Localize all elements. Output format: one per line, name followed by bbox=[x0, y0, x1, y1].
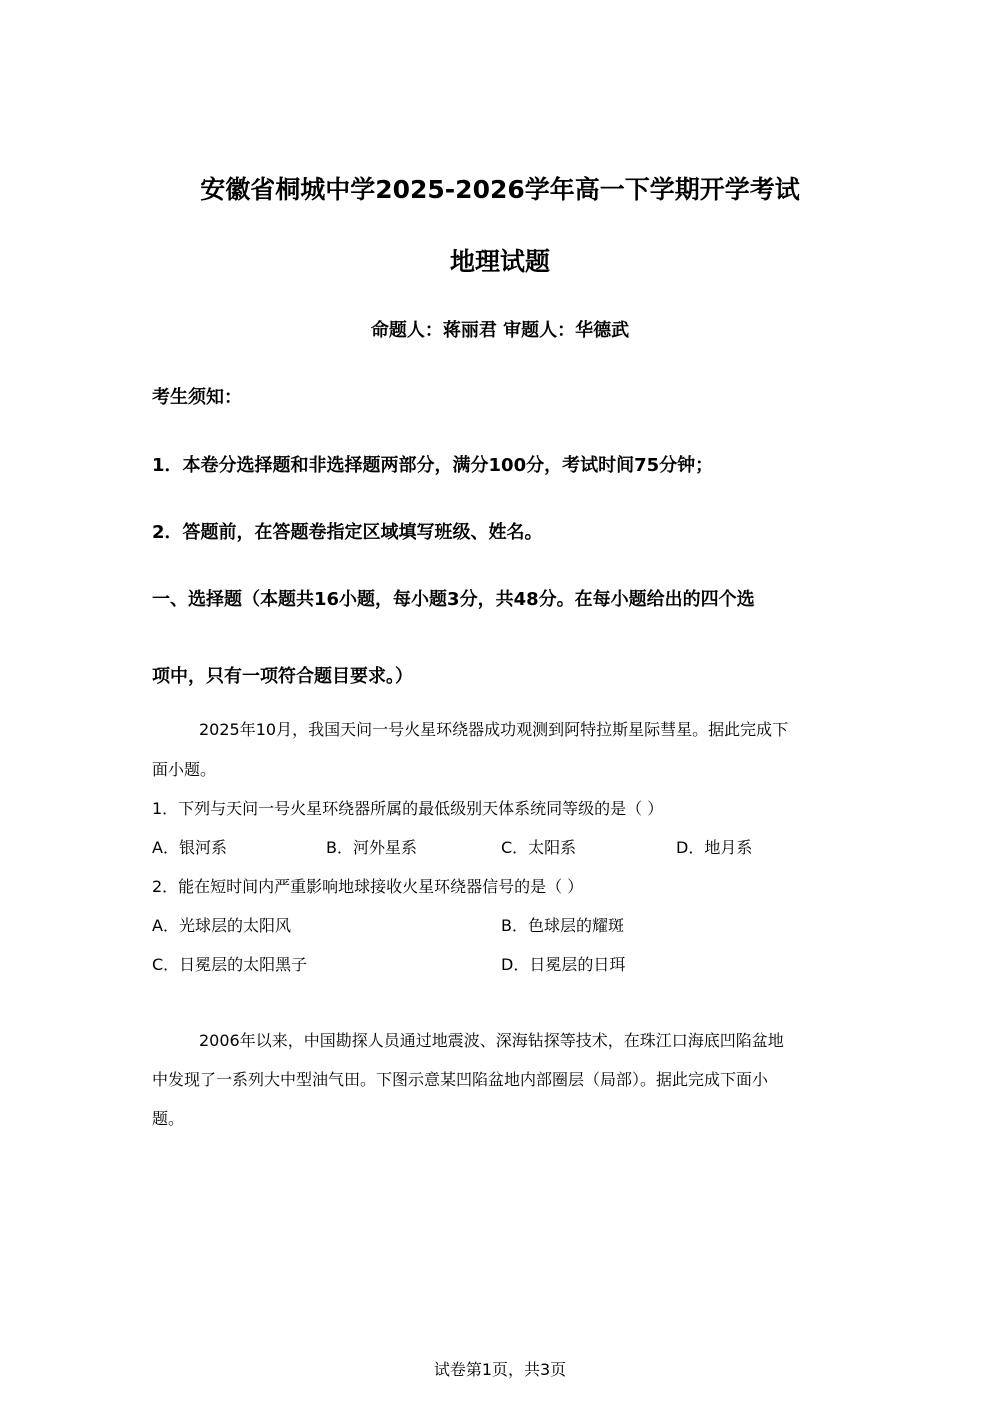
question-1-stem: 1．下列与天问一号火星环绕器所属的最低级别天体系统同等级的是（ ） bbox=[152, 799, 664, 818]
question-1-option-c: C．太阳系 bbox=[501, 838, 577, 857]
notice-heading: 考生须知： bbox=[152, 387, 242, 408]
passage-2-line-2: 中发现了一系列大中型油气田。下图示意某凹陷盆地内部圈层（局部）。据此完成下面小 bbox=[152, 1070, 769, 1089]
exam-title: 安徽省桐城中学2025-2026学年高一下学期开学考试 bbox=[200, 175, 800, 204]
question-1-option-b: B．河外星系 bbox=[326, 838, 417, 857]
section-heading-line-2: 项中，只有一项符合题目要求。） bbox=[152, 666, 413, 687]
notice-item-2: 2．答题前，在答题卷指定区域填写班级、姓名。 bbox=[152, 522, 543, 543]
passage-1-line-1: 2025年10月，我国天问一号火星环绕器成功观测到阿特拉斯星际彗星。据此完成下 bbox=[199, 720, 789, 739]
section-heading-line-1: 一、选择题（本题共16小题，每小题3分，共48分。在每小题给出的四个选 bbox=[152, 589, 755, 610]
question-1-option-d: D．地月系 bbox=[676, 838, 753, 857]
question-2-stem: 2．能在短时间内严重影响地球接收火星环绕器信号的是（ ） bbox=[152, 877, 584, 896]
question-2-option-c: C．日冕层的太阳黑子 bbox=[152, 955, 308, 974]
page-footer: 试卷第1页，共3页 bbox=[433, 1360, 567, 1379]
author-line: 命题人：蒋丽君 审题人：华德武 bbox=[370, 320, 630, 341]
passage-2-line-3: 题。 bbox=[152, 1109, 185, 1128]
question-1-option-a: A．银河系 bbox=[152, 838, 227, 857]
question-2-option-b: B．色球层的耀斑 bbox=[501, 916, 624, 935]
question-2-option-d: D．日冕层的日珥 bbox=[501, 955, 626, 974]
notice-item-1: 1．本卷分选择题和非选择题两部分，满分100分，考试时间75分钟； bbox=[152, 455, 714, 476]
passage-1-line-2: 面小题。 bbox=[152, 760, 217, 779]
question-2-option-a: A．光球层的太阳风 bbox=[152, 916, 291, 935]
exam-subject-title: 地理试题 bbox=[449, 247, 550, 276]
passage-2-line-1: 2006年以来，中国勘探人员通过地震波、深海钻探等技术，在珠江口海底凹陷盆地 bbox=[199, 1031, 784, 1050]
